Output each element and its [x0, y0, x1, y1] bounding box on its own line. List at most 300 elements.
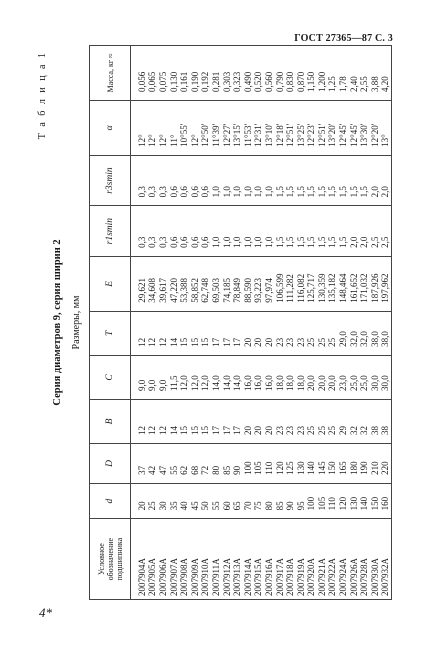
- table-cell: 55: [211, 483, 222, 518]
- table-body: [131, 46, 392, 600]
- table-cell: 2007918А: [285, 519, 296, 600]
- table-cell: 23: [296, 399, 307, 443]
- table-row: [285, 46, 296, 600]
- table-cell: 2,5: [370, 206, 381, 257]
- table-row: [349, 46, 360, 600]
- table-row: [201, 46, 212, 600]
- table-cell: 2007932А: [381, 519, 392, 600]
- table-cell: 0,065: [148, 46, 159, 101]
- table-cell: 111,282: [285, 256, 296, 311]
- table-cell: 10°55': [179, 100, 190, 155]
- table-cell: 0,056: [131, 46, 148, 101]
- table-cell: 40: [179, 483, 190, 518]
- table-cell: 2007908А: [179, 519, 190, 600]
- table-cell: 0,6: [169, 206, 180, 257]
- table-cell: 2,0: [359, 206, 370, 257]
- page-header: ГОСТ 27365—87 С. 3: [294, 33, 393, 44]
- table-cell: 74,185: [222, 256, 233, 311]
- table-row: [211, 46, 222, 600]
- table-cell: 148,464: [338, 256, 349, 311]
- table-cell: 38,0: [370, 311, 381, 355]
- table-cell: 25: [317, 311, 328, 355]
- table-cell: 12: [148, 311, 159, 355]
- table-cell: 20,0: [328, 355, 339, 399]
- table-cell: 2007922А: [328, 519, 339, 600]
- table-cell: 15: [190, 399, 201, 443]
- table-cell: 165: [338, 444, 349, 484]
- table-cell: 0,560: [264, 46, 275, 101]
- column-header: d: [90, 483, 131, 518]
- table-cell: 15: [201, 311, 212, 355]
- table-cell: 190: [359, 444, 370, 484]
- table-cell: 140: [307, 444, 318, 484]
- table-cell: 0,6: [190, 206, 201, 257]
- table-cell: 125: [285, 444, 296, 484]
- table-cell: 0,3: [131, 206, 148, 257]
- table-cell: 110: [328, 483, 339, 518]
- table-cell: 1,5: [307, 155, 318, 206]
- table-cell: 23,0: [338, 355, 349, 399]
- table-cell: 12: [131, 399, 148, 443]
- table-row: [131, 46, 148, 600]
- table-cell: 58,852: [190, 256, 201, 311]
- table-cell: 2007905А: [148, 519, 159, 600]
- table-cell: 20: [254, 311, 265, 355]
- table-cell: 72: [201, 444, 212, 484]
- table-cell: 23: [275, 399, 286, 443]
- table-cell: 1,25: [328, 46, 339, 101]
- table-cell: 0,281: [211, 46, 222, 101]
- table-cell: 32,0: [359, 311, 370, 355]
- table-cell: 1,5: [317, 155, 328, 206]
- table-row: [254, 46, 265, 600]
- table-header-row: [90, 46, 131, 600]
- table-cell: 0,6: [179, 206, 190, 257]
- table-cell: 0,075: [158, 46, 169, 101]
- table-cell: 23: [296, 311, 307, 355]
- table-cell: 2007912А: [222, 519, 233, 600]
- table-cell: 2007926А: [349, 519, 360, 600]
- table-cell: 12°: [131, 100, 148, 155]
- table-cell: 37: [131, 444, 148, 484]
- table-cell: 12: [131, 311, 148, 355]
- table-cell: 15: [179, 311, 190, 355]
- table-cell: 11,5: [169, 355, 180, 399]
- table-cell: 97,974: [264, 256, 275, 311]
- table-cell: 1,5: [285, 155, 296, 206]
- table-cell: 1,5: [317, 206, 328, 257]
- column-header: E: [90, 256, 131, 311]
- table-cell: 2007911А: [211, 519, 222, 600]
- table-cell: 35: [169, 483, 180, 518]
- table-cell: 1,5: [328, 206, 339, 257]
- table-title: Серия диаметров 9, серия ширин 2: [52, 239, 63, 406]
- table-cell: 14,0: [211, 355, 222, 399]
- table-cell: 161,652: [349, 256, 360, 311]
- table-cell: 20: [264, 399, 275, 443]
- table-cell: 0,870: [296, 46, 307, 101]
- table-cell: 20,0: [317, 355, 328, 399]
- table-cell: 0,3: [158, 155, 169, 206]
- table-row: [243, 46, 254, 600]
- table-cell: 20: [131, 483, 148, 518]
- table-cell: 180: [349, 444, 360, 484]
- table-cell: 1,0: [211, 155, 222, 206]
- table-cell: 39,617: [158, 256, 169, 311]
- table-cell: 0,520: [254, 46, 265, 101]
- table-cell: 68: [190, 444, 201, 484]
- table-cell: 20: [243, 399, 254, 443]
- table-cell: 1,0: [264, 155, 275, 206]
- table-cell: 2,40: [349, 46, 360, 101]
- table-cell: 2007919А: [296, 519, 307, 600]
- table-cell: 0,490: [243, 46, 254, 101]
- column-header: r3smin: [90, 155, 131, 206]
- table-cell: 23: [275, 311, 286, 355]
- table-cell: 62,748: [201, 256, 212, 311]
- table-cell: 12°23': [307, 100, 318, 155]
- table-row: [338, 46, 349, 600]
- table-cell: 120: [275, 444, 286, 484]
- table-cell: 12°45': [338, 100, 349, 155]
- column-header: B: [90, 399, 131, 443]
- table-cell: 38: [381, 399, 392, 443]
- table-cell: 9,0: [131, 355, 148, 399]
- table-cell: 12: [148, 399, 159, 443]
- column-header: Условное обозначение подшипника: [90, 519, 131, 600]
- table-cell: 2007916А: [264, 519, 275, 600]
- table-cell: 85: [222, 444, 233, 484]
- table-row: [307, 46, 318, 600]
- table-cell: 60: [222, 483, 233, 518]
- table-cell: 2007909А: [190, 519, 201, 600]
- table-cell: 18,0: [275, 355, 286, 399]
- table-cell: 12°: [190, 100, 201, 155]
- column-header: D: [90, 444, 131, 484]
- table-cell: 25: [307, 311, 318, 355]
- table-cell: 2,5: [381, 206, 392, 257]
- table-row: [232, 46, 243, 600]
- table-cell: 23: [285, 311, 296, 355]
- table-cell: 12,0: [179, 355, 190, 399]
- table-cell: 20: [243, 311, 254, 355]
- table-cell: 130: [296, 444, 307, 484]
- table-row: [275, 46, 286, 600]
- table-cell: 13°25': [296, 100, 307, 155]
- table-cell: 16,0: [243, 355, 254, 399]
- table-cell: 29,621: [131, 256, 148, 311]
- table-cell: 1,0: [222, 206, 233, 257]
- table-cell: 18,0: [296, 355, 307, 399]
- dimensions-table: [89, 45, 392, 600]
- table-cell: 9,0: [158, 355, 169, 399]
- column-header: Масса, кг ≈: [90, 46, 131, 101]
- table-cell: 25,0: [359, 355, 370, 399]
- table-cell: 88,590: [243, 256, 254, 311]
- table-cell: 1,5: [338, 155, 349, 206]
- table-cell: 110: [264, 444, 275, 484]
- table-cell: 0,192: [201, 46, 212, 101]
- table-cell: 85: [275, 483, 286, 518]
- table-row: [359, 46, 370, 600]
- table-cell: 12°27': [222, 100, 233, 155]
- table-cell: 20: [264, 311, 275, 355]
- table-cell: 1,5: [285, 206, 296, 257]
- table-cell: 106,599: [275, 256, 286, 311]
- table-row: [148, 46, 159, 600]
- table-cell: 90: [285, 483, 296, 518]
- table-cell: 0,3: [148, 206, 159, 257]
- table-cell: 0,130: [169, 46, 180, 101]
- rotated-table-block: [35, 45, 391, 600]
- table-cell: 0,3: [148, 155, 159, 206]
- table-cell: 25: [328, 311, 339, 355]
- table-row: [169, 46, 180, 600]
- table-cell: 0,6: [179, 155, 190, 206]
- table-cell: 1,5: [296, 206, 307, 257]
- table-cell: 18,0: [285, 355, 296, 399]
- table-cell: 2007914А: [243, 519, 254, 600]
- table-cell: 1,0: [243, 155, 254, 206]
- table-cell: 1,0: [264, 206, 275, 257]
- table-cell: 34,608: [148, 256, 159, 311]
- table-cell: 187,926: [370, 256, 381, 311]
- table-cell: 12°31': [254, 100, 265, 155]
- table-cell: 0,790: [275, 46, 286, 101]
- table-cell: 13°: [381, 100, 392, 155]
- table-cell: 12°51': [285, 100, 296, 155]
- table-cell: 2007917А: [275, 519, 286, 600]
- table-cell: 23: [285, 399, 296, 443]
- table-cell: 12°50': [201, 100, 212, 155]
- table-cell: 15: [201, 399, 212, 443]
- table-cell: 0,190: [190, 46, 201, 101]
- table-cell: 1,78: [338, 46, 349, 101]
- table-cell: 38,0: [381, 311, 392, 355]
- table-cell: 0,303: [222, 46, 233, 101]
- table-cell: 20: [254, 399, 265, 443]
- table-cell: 47,220: [169, 256, 180, 311]
- table-cell: 47: [158, 444, 169, 484]
- table-cell: 100: [243, 444, 254, 484]
- table-cell: 120: [338, 483, 349, 518]
- table-cell: 150: [370, 483, 381, 518]
- table-cell: 1,5: [275, 155, 286, 206]
- table-cell: 14: [169, 311, 180, 355]
- table-cell: 69,503: [211, 256, 222, 311]
- table-cell: 1,5: [296, 155, 307, 206]
- column-header: r1smin: [90, 206, 131, 257]
- table-cell: 1,0: [232, 206, 243, 257]
- table-cell: 135,182: [328, 256, 339, 311]
- table-cell: 17: [211, 311, 222, 355]
- table-cell: 15: [190, 311, 201, 355]
- table-cell: 2007920А: [307, 519, 318, 600]
- table-cell: 14,0: [222, 355, 233, 399]
- table-cell: 13°10': [264, 100, 275, 155]
- table-row: [328, 46, 339, 600]
- table-cell: 2007930А: [370, 519, 381, 600]
- table-cell: 2007907А: [169, 519, 180, 600]
- table-cell: 2007906А: [158, 519, 169, 600]
- table-cell: 9,0: [148, 355, 159, 399]
- table-cell: 12,0: [190, 355, 201, 399]
- table-cell: 105: [254, 444, 265, 484]
- table-cell: 1,0: [222, 155, 233, 206]
- table-cell: 17: [211, 399, 222, 443]
- table-cell: 0,6: [190, 155, 201, 206]
- table-cell: 1,5: [349, 155, 360, 206]
- table-cell: 50: [201, 483, 212, 518]
- table-cell: 30,0: [381, 355, 392, 399]
- table-row: [179, 46, 190, 600]
- table-cell: 1,0: [243, 206, 254, 257]
- table-cell: 55: [169, 444, 180, 484]
- table-cell: 13°15': [232, 100, 243, 155]
- table-cell: 116,082: [296, 256, 307, 311]
- table-cell: 45: [190, 483, 201, 518]
- table-cell: 17: [222, 311, 233, 355]
- table-cell: 25: [307, 399, 318, 443]
- table-cell: 160: [381, 483, 392, 518]
- table-cell: 2007915А: [254, 519, 265, 600]
- table-cell: 53,388: [179, 256, 190, 311]
- table-cell: 1,0: [254, 206, 265, 257]
- table-cell: 93,223: [254, 256, 265, 311]
- table-cell: 12°45': [349, 100, 360, 155]
- table-cell: 17: [232, 399, 243, 443]
- table-cell: 130: [349, 483, 360, 518]
- table-label: Т а б л и ц а 1: [37, 51, 48, 140]
- table-cell: 12°18': [275, 100, 286, 155]
- table-cell: 105: [317, 483, 328, 518]
- table-cell: 210: [370, 444, 381, 484]
- table-cell: 0,6: [201, 155, 212, 206]
- table-cell: 14,0: [232, 355, 243, 399]
- table-row: [296, 46, 307, 600]
- table-cell: 15: [179, 399, 190, 443]
- table-cell: 2007924А: [338, 519, 349, 600]
- table-cell: 0,6: [201, 206, 212, 257]
- table-cell: 1,0: [232, 155, 243, 206]
- table-row: [317, 46, 328, 600]
- table-cell: 100: [307, 483, 318, 518]
- table-cell: 95: [296, 483, 307, 518]
- table-cell: 17: [222, 399, 233, 443]
- table-cell: 30: [158, 483, 169, 518]
- table-cell: 1,5: [338, 206, 349, 257]
- table-cell: 2007921А: [317, 519, 328, 600]
- table-cell: 0,323: [232, 46, 243, 101]
- table-cell: 90: [232, 444, 243, 484]
- table-cell: 2007928А: [359, 519, 370, 600]
- table-cell: 13°20': [328, 100, 339, 155]
- table-cell: 150: [328, 444, 339, 484]
- table-cell: 2,55: [359, 46, 370, 101]
- table-row: [222, 46, 233, 600]
- table-row: [264, 46, 275, 600]
- table-cell: 171,032: [359, 256, 370, 311]
- table-cell: 2007913А: [232, 519, 243, 600]
- table-cell: 1,200: [317, 46, 328, 101]
- table-cell: 16,0: [254, 355, 265, 399]
- table-cell: 75: [254, 483, 265, 518]
- table-cell: 25: [317, 399, 328, 443]
- page-mark: 4*: [39, 605, 52, 620]
- table-cell: 12°20': [370, 100, 381, 155]
- table-cell: 65: [232, 483, 243, 518]
- table-cell: 12°51': [317, 100, 328, 155]
- table-cell: 1,5: [307, 206, 318, 257]
- table-cell: 14: [169, 399, 180, 443]
- table-cell: 32,0: [349, 311, 360, 355]
- column-header: C: [90, 355, 131, 399]
- table-cell: 220: [381, 444, 392, 484]
- table-row: [370, 46, 381, 600]
- table-row: [190, 46, 201, 600]
- table-cell: 42: [148, 444, 159, 484]
- table-cell: 32: [349, 399, 360, 443]
- table-cell: 11°: [169, 100, 180, 155]
- table-cell: 32: [359, 399, 370, 443]
- table-cell: 38: [370, 399, 381, 443]
- table-cell: 2,0: [349, 206, 360, 257]
- table-cell: 3,88: [370, 46, 381, 101]
- table-row: [381, 46, 392, 600]
- table-cell: 29,0: [338, 311, 349, 355]
- column-header: α: [90, 100, 131, 155]
- table-cell: 1,5: [328, 155, 339, 206]
- table-cell: 11°53': [243, 100, 254, 155]
- table-cell: 80: [264, 483, 275, 518]
- table-cell: 20,0: [307, 355, 318, 399]
- table-cell: 2,0: [381, 155, 392, 206]
- column-header: T: [90, 311, 131, 355]
- table-cell: 0,830: [285, 46, 296, 101]
- table-cell: 1,150: [307, 46, 318, 101]
- table-cell: 1,0: [254, 155, 265, 206]
- table-cell: 12°: [148, 100, 159, 155]
- table-cell: 25: [328, 399, 339, 443]
- table-cell: 145: [317, 444, 328, 484]
- table-cell: 25: [148, 483, 159, 518]
- table-cell: 2007904А: [131, 519, 148, 600]
- table-cell: 12: [158, 399, 169, 443]
- table-cell: 11°39': [211, 100, 222, 155]
- table-cell: 30,0: [370, 355, 381, 399]
- table-cell: 140: [359, 483, 370, 518]
- table-cell: 0,6: [169, 155, 180, 206]
- table-cell: 78,849: [232, 256, 243, 311]
- table-cell: 12°: [158, 100, 169, 155]
- table-cell: 12,0: [201, 355, 212, 399]
- table-cell: 29: [338, 399, 349, 443]
- table-cell: 1,5: [359, 155, 370, 206]
- table-cell: 2,0: [370, 155, 381, 206]
- table-cell: 125,717: [307, 256, 318, 311]
- table-cell: 4,20: [381, 46, 392, 101]
- table-cell: 1,0: [211, 206, 222, 257]
- table-cell: 25,0: [349, 355, 360, 399]
- table-cell: 70: [243, 483, 254, 518]
- table-cell: 197,962: [381, 256, 392, 311]
- table-cell: 1,5: [275, 206, 286, 257]
- table-cell: 0,161: [179, 46, 190, 101]
- table-cell: 130,359: [317, 256, 328, 311]
- table-cell: 12: [158, 311, 169, 355]
- table-cell: 80: [211, 444, 222, 484]
- table-cell: 13°30': [359, 100, 370, 155]
